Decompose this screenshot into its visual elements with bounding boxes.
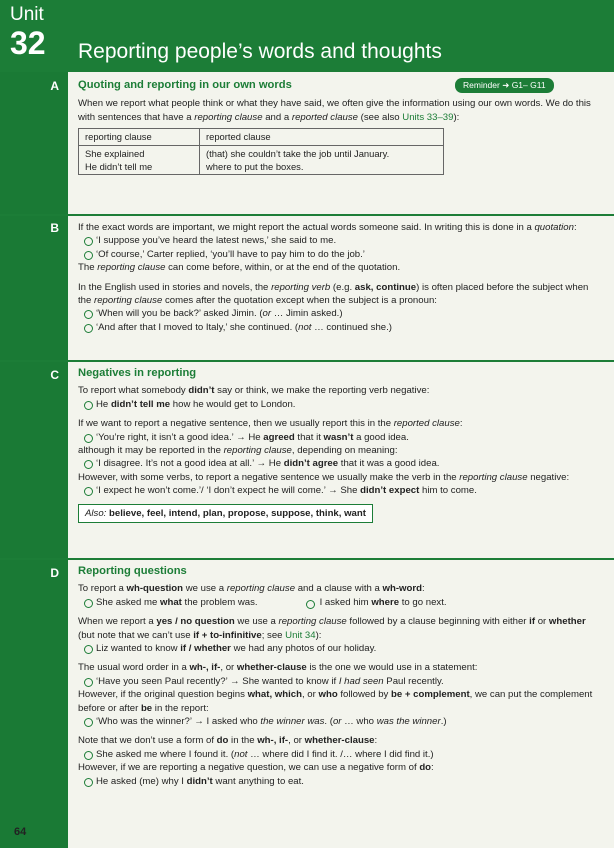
example: ‘I suppose you’ve heard the latest news,’ she said to me. bbox=[78, 234, 598, 247]
example: ‘Of course,’ Carter replied, ‘you’ll have to pay him to do the job.’ bbox=[78, 248, 598, 261]
example: ‘I disagree. It’s not a good idea at all.’ → He didn’t agree that it was a good idea. bbox=[78, 457, 598, 470]
clause-table bbox=[78, 128, 444, 175]
example: ‘And after that I moved to Italy,’ she continued. (not … continued she.) bbox=[78, 321, 598, 334]
paragraph: The usual word order in a wh-, if-, or whether-clause is the one we would use in a statement: bbox=[78, 662, 478, 674]
section-divider bbox=[0, 214, 614, 216]
paragraph: However, if the original question begins what, which, or who followed by be + complement, we can put the complement before or after be in the report: bbox=[78, 689, 593, 714]
section-divider bbox=[0, 360, 614, 362]
table-header: reported clause bbox=[200, 129, 444, 145]
section-tab-c: C bbox=[50, 368, 59, 382]
example: She asked me where I found it. (not … where did I find it. /… where I did find it.) bbox=[78, 748, 598, 761]
paragraph: The reporting clause can come before, within, or at the end of the quotation. bbox=[78, 262, 401, 274]
table-cell: (that) she couldn’t take the job until January. where to put the boxes. bbox=[200, 145, 444, 175]
section-b bbox=[78, 221, 598, 334]
section-a bbox=[78, 79, 598, 175]
paragraph: However, with some verbs, to report a negative sentence we usually make the verb in the reporting clause negative: bbox=[78, 471, 570, 483]
example: He didn’t tell me how he would get to London. bbox=[78, 398, 598, 411]
section-d bbox=[78, 565, 598, 788]
example: He asked (me) why I didn’t want anything to eat. bbox=[78, 775, 598, 788]
paragraph: When we report a yes / no question we use a reporting clause followed by a clause beginning with either if or whether (but note that we can’t use if + to-infinitive; see Unit 34): bbox=[78, 616, 586, 641]
reminder-badge[interactable]: Reminder ➜ G1– G11 bbox=[455, 78, 554, 93]
section-d-heading: Reporting questions bbox=[78, 565, 187, 577]
paragraph: However, if we are reporting a negative question, we can use a negative form of do: bbox=[78, 762, 434, 774]
paragraph: Note that we don’t use a form of do in the wh-, if-, or whether-clause: bbox=[78, 735, 378, 747]
unit-number: 32 bbox=[10, 25, 46, 61]
page-title: Reporting people’s words and thoughts bbox=[78, 40, 442, 63]
paragraph: although it may be reported in the reporting clause, depending on meaning: bbox=[78, 445, 398, 457]
paragraph: In the English used in stories and novels, the reporting verb (e.g. ask, continue) is often placed before the subject when the reporting clause comes after the quotation except when the subject is a pronoun: bbox=[78, 281, 589, 307]
section-tab-a: A bbox=[50, 79, 59, 93]
page-number: 64 bbox=[14, 826, 27, 838]
section-tab-b: B bbox=[50, 221, 59, 235]
units-link[interactable]: Units 33–39 bbox=[402, 111, 454, 123]
section-c-heading: Negatives in reporting bbox=[78, 367, 197, 379]
also-box: Also: believe, feel, intend, plan, propose, suppose, think, want bbox=[78, 504, 373, 523]
example: ‘Have you seen Paul recently?’ → She wanted to know if I had seen Paul recently. bbox=[78, 675, 598, 688]
example: ‘I expect he won’t come.’/ ‘I don’t expect he will come.’ → She didn’t expect him to come. bbox=[78, 484, 598, 497]
section-c bbox=[78, 367, 598, 523]
example: ‘Who was the winner?’ → I asked who the winner was. (or … who was the winner.) bbox=[78, 715, 598, 728]
example: She asked me what the problem was. I asked him where to go next. bbox=[78, 596, 598, 609]
left-margin-bar bbox=[0, 0, 68, 848]
paragraph: To report a wh-question we use a reporting clause and a clause with a wh-word: bbox=[78, 583, 425, 595]
section-tab-d: D bbox=[50, 566, 59, 580]
example: ‘When will you be back?’ asked Jimin. (or … Jimin asked.) bbox=[78, 307, 598, 320]
unit-header bbox=[0, 0, 614, 72]
section-a-heading: Quoting and reporting in our own words bbox=[78, 79, 292, 91]
unit-label: Unit bbox=[10, 4, 44, 25]
section-divider bbox=[0, 558, 614, 560]
table-cell: She explained He didn’t tell me bbox=[79, 145, 200, 175]
paragraph: To report what somebody didn’t say or think, we make the reporting verb negative: bbox=[78, 385, 430, 397]
example: ‘You’re right, it isn’t a good idea.’ → He agreed that it wasn’t a good idea. bbox=[78, 431, 598, 444]
paragraph: If the exact words are important, we might report the actual words someone said. In writing this is done in a quotation: bbox=[78, 222, 577, 233]
table-header: reporting clause bbox=[79, 129, 200, 145]
example: Liz wanted to know if / whether we had any photos of our holiday. bbox=[78, 642, 598, 655]
unit-34-link[interactable]: Unit 34 bbox=[285, 629, 316, 641]
paragraph: If we want to report a negative sentence, then we usually report this in the reported clause: bbox=[78, 418, 463, 430]
section-a-intro: When we report what people think or what they have said, we often give the information using our own words. We do this with sentences that have a reporting clause and a reported clause (see also Units 33–39): bbox=[78, 98, 591, 123]
